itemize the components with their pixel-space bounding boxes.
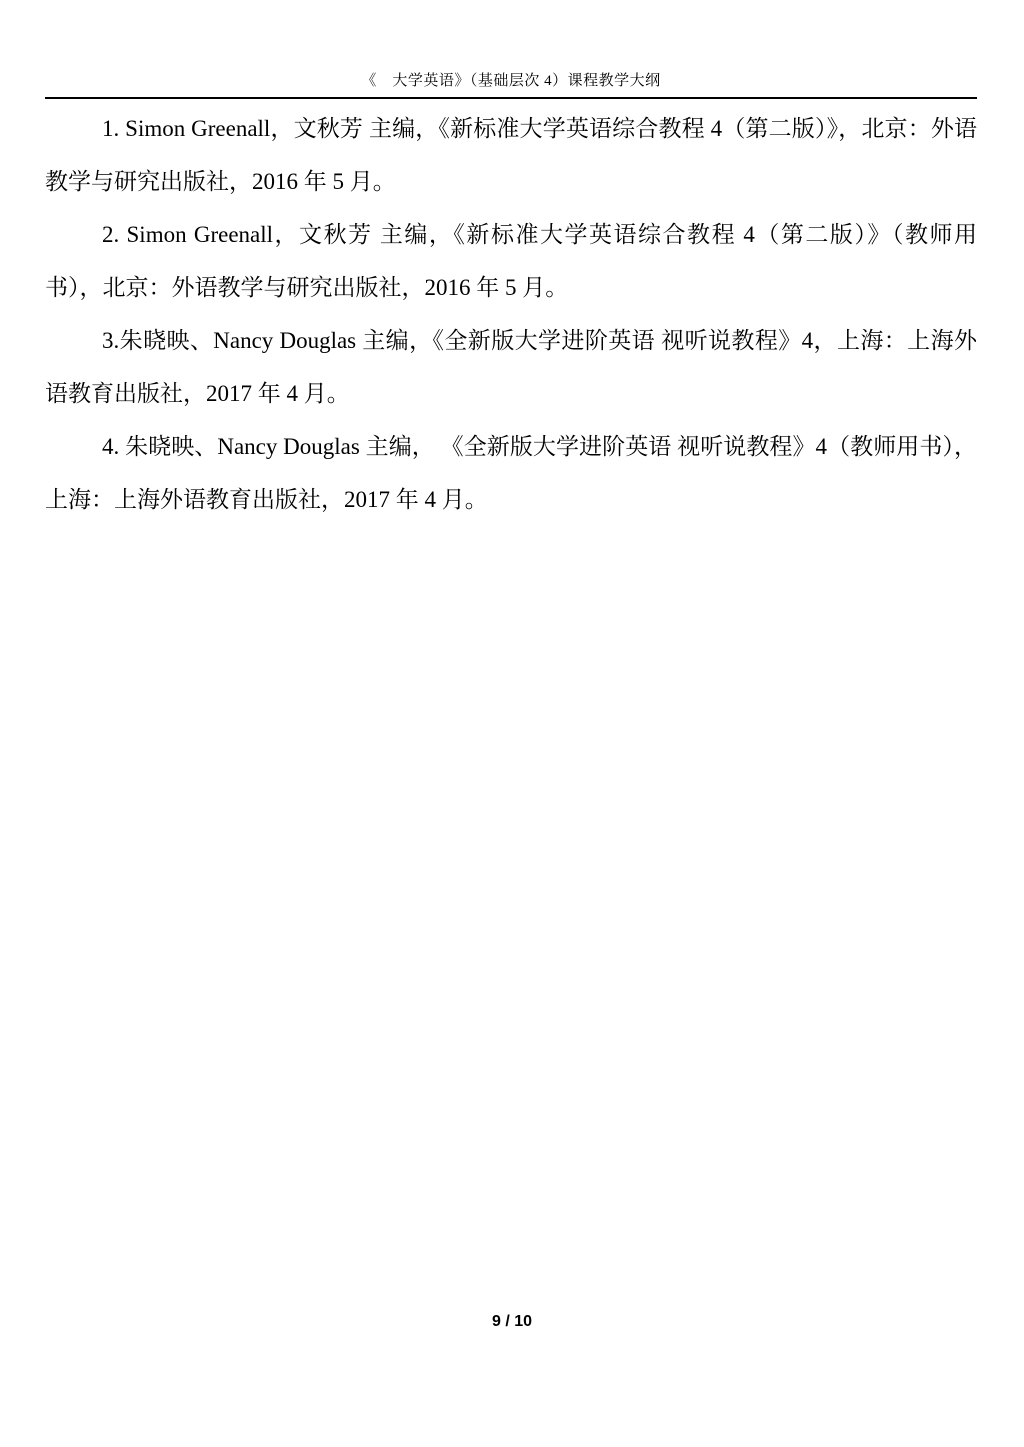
reference-item-4: 4. 朱晓映、Nancy Douglas 主编， 《全新版大学进阶英语 视听说教程》4（教师用书），上海：上海外语教育出版社，2017 年 4 月。 (45, 434, 977, 512)
reference-item-3: 3.朱晓映、Nancy Douglas 主编，《全新版大学进阶英语 视听说教程》4，上海：上海外语教育出版社，2017 年 4 月。 (45, 328, 977, 406)
reference-item-1: 1. Simon Greenall，文秋芳 主编，《新标准大学英语综合教程 4（第二版）》，北京：外语教学与研究出版社，2016 年 5 月。 (45, 116, 977, 194)
document-body (45, 99, 977, 526)
document-header (45, 0, 977, 99)
document-footer (0, 1313, 1024, 1331)
header-title: 《 大学英语》（基础层次 4）课程教学大纲 (361, 73, 661, 89)
reference-item-2: 2. Simon Greenall，文秋芳 主编，《新标准大学英语综合教程 4（第二版）》（教师用书），北京：外语教学与研究出版社，2016 年 5 月。 (45, 222, 977, 300)
page-number: 9 / 10 (491, 1313, 533, 1330)
